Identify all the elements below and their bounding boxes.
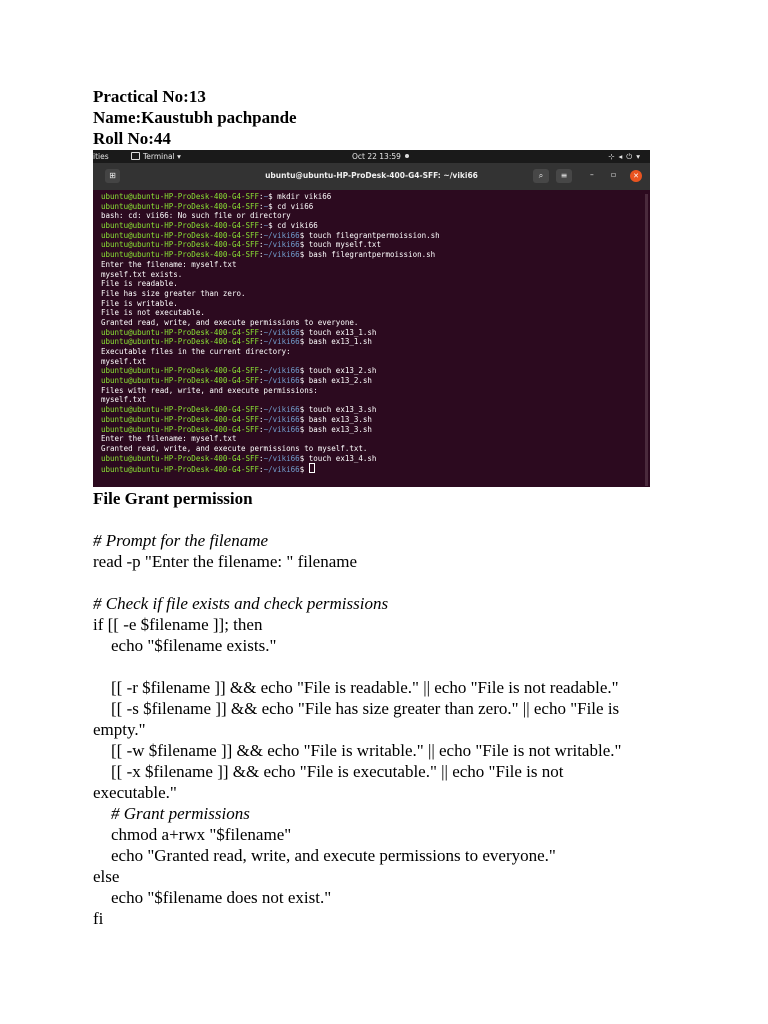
code-line: echo "Granted read, write, and execute permissions to everyone." [111,846,556,865]
code-line: fi [93,909,104,928]
prompt-colon: : [259,453,264,463]
terminal-line [101,202,642,212]
terminal-line: File is not executable. [101,308,205,318]
prompt-colon: : [259,192,264,201]
terminal-line: Files with read, write, and execute permissions: [101,385,318,395]
terminal-line [101,250,642,260]
close-icon: ✕ [630,170,642,182]
code-line: read -p "Enter the filename: " filename [93,552,358,571]
terminal-line [101,328,642,338]
code-comment: # Check if file exists and check permissions [93,594,389,613]
terminal-line [101,231,642,241]
prompt-path: ~/viki66 [263,240,300,250]
terminal-title-bar [93,163,650,190]
terminal-line [101,415,642,425]
prompt-path: ~ [263,201,269,211]
system-tray [608,150,644,163]
prompt-path: ~ [263,192,269,201]
chevron-down-icon: ▾ [636,152,644,161]
network-icon: ⊹ [608,152,619,161]
terminal-line: Granted read, write, and execute permissions to myself.txt. [101,443,368,453]
command-text: $ mkdir viki66 [268,192,332,201]
terminal-line [101,376,642,386]
prompt-path: ~/viki66 [263,230,300,240]
terminal-line [101,192,642,202]
notification-dot-icon [405,154,409,158]
maximize-icon: ▫ [611,170,617,179]
command-text: $ touch ex13_4.sh [299,453,377,463]
prompt-colon: : [259,240,264,250]
prompt-user: ubuntu@ubuntu-HP-ProDesk-400-G4-SFF [101,192,260,201]
blank-line [93,572,653,593]
prompt-path: ~/viki66 [263,376,300,386]
prompt-colon: : [259,424,264,434]
prompt-colon: : [259,327,264,337]
prompt-colon: : [259,337,264,347]
terminal-scrollbar [645,194,648,486]
terminal-line: myself.txt [101,395,147,405]
prompt-colon: : [259,230,264,240]
prompt-user: ubuntu@ubuntu-HP-ProDesk-400-G4-SFF [101,337,260,347]
terminal-line: myself.txt [101,356,147,366]
minimize-icon: – [590,170,594,179]
prompt-user: ubuntu@ubuntu-HP-ProDesk-400-G4-SFF [101,376,260,386]
code-line: [[ -x $filename ]] && echo "File is executable." || echo "File is not [111,762,564,781]
prompt-path: ~/viki66 [263,337,300,347]
terminal-line [101,425,642,435]
code-line: empty." [93,720,146,739]
prompt-colon: : [259,201,264,211]
command-text: $ bash filegrantpermoission.sh [299,250,436,260]
prompt-colon: : [259,376,264,386]
terminal-icon [131,152,140,160]
text-cursor[interactable] [309,463,315,473]
prompt-user: ubuntu@ubuntu-HP-ProDesk-400-G4-SFF [101,366,260,376]
prompt-user: ubuntu@ubuntu-HP-ProDesk-400-G4-SFF [101,465,260,475]
command-text: $ cd vii66 [268,201,314,211]
terminal-line: myself.txt exists. [101,269,183,279]
prompt-colon: : [259,366,264,376]
volume-icon: ◂ [618,152,627,161]
prompt-colon: : [259,414,264,424]
terminal-line [101,454,642,464]
code-line: chmod a+rwx "$filename" [111,825,292,844]
clock-text: Oct 22 13:59 [352,152,401,161]
prompt-path: ~/viki66 [263,465,300,475]
blank-line [93,656,653,677]
terminal-line: File is writable. [101,298,178,308]
terminal-line: File is readable. [101,279,178,289]
roll-number: Roll No:44 [93,129,171,148]
command-text: $ bash ex13_3.sh [299,424,372,434]
practical-number: Practical No:13 [93,87,206,106]
terminal-line: Executable files in the current directory: [101,347,291,356]
terminal-line [101,240,642,250]
terminal-line [101,221,642,231]
code-line: [[ -w $filename ]] && echo "File is writable." || echo "File is not writable." [111,741,622,760]
code-comment: # Grant permissions [111,804,250,823]
prompt-user: ubuntu@ubuntu-HP-ProDesk-400-G4-SFF [101,424,260,434]
command-text: $ cd viki66 [268,221,318,231]
document-page [93,86,653,929]
prompt-colon: : [259,221,264,231]
prompt-colon: : [259,465,264,475]
prompt-path: ~ [263,221,269,231]
student-name: Name:Kaustubh pachpande [93,108,297,127]
prompt-user: ubuntu@ubuntu-HP-ProDesk-400-G4-SFF [101,230,260,240]
code-line: [[ -s $filename ]] && echo "File has size greater than zero." || echo "File is [111,699,620,718]
code-line: else [93,867,120,886]
terminal-line [101,366,642,376]
clock [352,150,409,163]
prompt-path: ~/viki66 [263,405,300,415]
prompt-user: ubuntu@ubuntu-HP-ProDesk-400-G4-SFF [101,327,260,337]
terminal-app-label: Terminal ▾ [143,152,181,161]
prompt-user: ubuntu@ubuntu-HP-ProDesk-400-G4-SFF [101,240,260,250]
prompt-user: ubuntu@ubuntu-HP-ProDesk-400-G4-SFF [101,201,260,211]
code-line: if [[ -e $filename ]]; then [93,615,263,634]
gnome-top-bar [93,150,650,163]
prompt-path: ~/viki66 [263,453,300,463]
prompt-user: ubuntu@ubuntu-HP-ProDesk-400-G4-SFF [101,453,260,463]
prompt-user: ubuntu@ubuntu-HP-ProDesk-400-G4-SFF [101,414,260,424]
terminal-line: File has size greater than zero. [101,288,246,298]
prompt-path: ~/viki66 [263,424,300,434]
window-title: ubuntu@ubuntu-HP-ProDesk-400-G4-SFF: ~/viki66 [265,171,478,180]
terminal-line [101,405,642,415]
prompt-colon: : [259,250,264,260]
command-text: $ bash ex13_2.sh [299,376,372,386]
command-text: $ touch myself.txt [299,240,381,250]
terminal-line: Enter the filename: myself.txt [101,434,237,444]
command-text: $ touch ex13_1.sh [299,327,377,337]
command-text: $ [299,465,309,475]
prompt-user: ubuntu@ubuntu-HP-ProDesk-400-G4-SFF [101,250,260,260]
hamburger-menu-icon: ≡ [556,169,572,183]
command-text: $ bash ex13_3.sh [299,414,372,424]
activities-label: ities [93,152,109,161]
code-line: echo "$filename does not exist." [111,888,332,907]
prompt-path: ~/viki66 [263,414,300,424]
terminal-line [101,463,642,473]
section-title: File Grant permission [93,489,253,508]
terminal-line: bash: cd: vii66: No such file or directory [101,211,291,221]
prompt-path: ~/viki66 [263,250,300,260]
power-icon: ⏻ [626,152,637,161]
prompt-user: ubuntu@ubuntu-HP-ProDesk-400-G4-SFF [101,221,260,231]
script-listing [93,488,653,929]
terminal-output [101,192,642,473]
terminal-line: Granted read, write, and execute permissions to everyone. [101,317,359,327]
terminal-line: Enter the filename: myself.txt [101,259,237,269]
new-tab-icon: ⊞ [105,169,120,183]
terminal-line [101,337,642,347]
command-text: $ touch filegrantpermoission.sh [299,230,440,240]
code-line: [[ -r $filename ]] && echo "File is readable." || echo "File is not readable." [111,678,619,697]
blank-line [93,509,653,530]
code-line: echo "$filename exists." [111,636,277,655]
search-icon: ⌕ [533,169,549,183]
prompt-user: ubuntu@ubuntu-HP-ProDesk-400-G4-SFF [101,405,260,415]
code-comment: # Prompt for the filename [93,531,269,550]
command-text: $ touch ex13_3.sh [299,405,377,415]
prompt-path: ~/viki66 [263,327,300,337]
prompt-colon: : [259,405,264,415]
terminal-app-menu [131,150,181,163]
command-text: $ bash ex13_1.sh [299,337,372,347]
code-line: executable." [93,783,177,802]
prompt-path: ~/viki66 [263,366,300,376]
terminal-screenshot [93,150,650,487]
command-text: $ touch ex13_2.sh [299,366,377,376]
